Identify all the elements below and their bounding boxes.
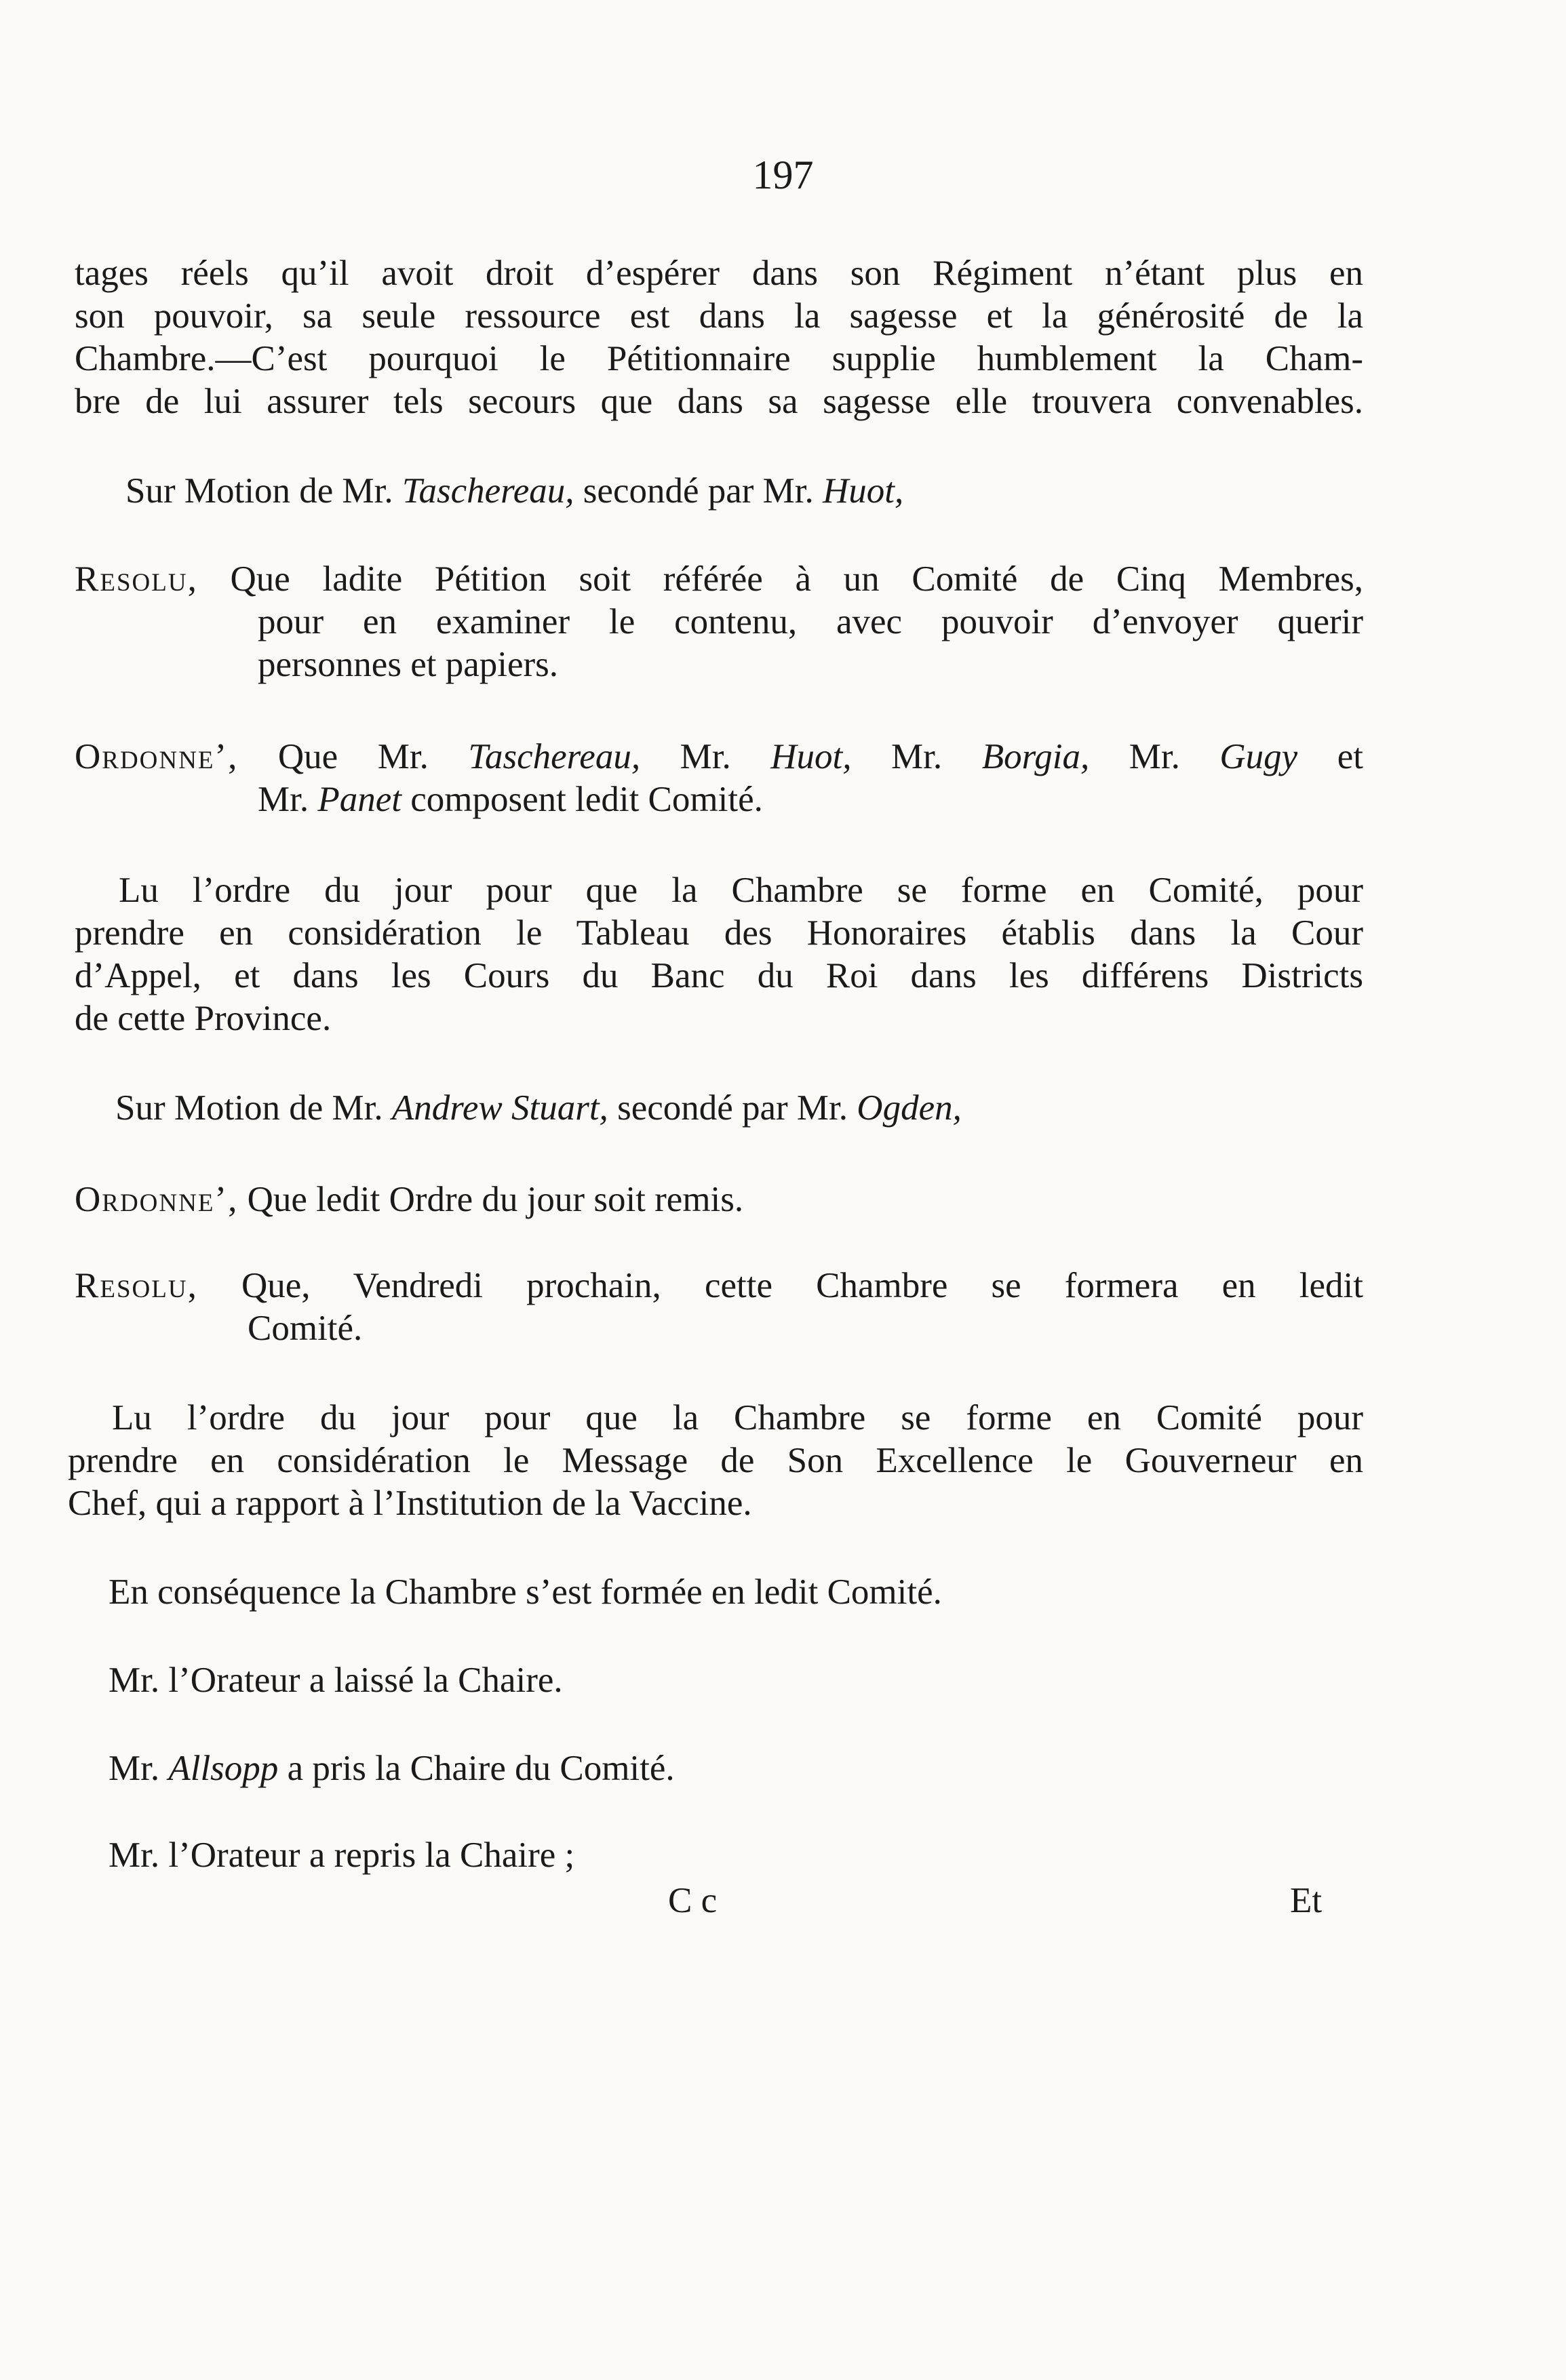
member-name: Taschereau, <box>402 471 574 511</box>
text-line <box>75 1265 1363 1307</box>
catchword: Et <box>1290 1881 1323 1920</box>
text-line: Comité. <box>248 1309 363 1348</box>
text-line: son pouvoir, sa seule ressource est dans la sagesse et la générosité de la <box>75 296 1363 336</box>
allsopp-chair: Mr. Allsopp a pris la Chaire du Comité. <box>109 1749 675 1788</box>
member-name: Allsopp <box>168 1749 279 1788</box>
member-name: Borgia, <box>981 737 1090 776</box>
resolu-friday <box>75 1265 1363 1350</box>
member-name: Gugy <box>1219 737 1298 776</box>
member-name: Taschereau, <box>468 737 641 776</box>
ordonne-postponed <box>75 1178 1363 1221</box>
motion-text: Sur Motion de Mr. <box>125 471 402 511</box>
signature-mark: C c <box>668 1881 718 1920</box>
text-line: Chambre.—C’est pourquoi le Pétitionnaire supplie humblement la Cham- <box>75 339 1363 378</box>
resolution-text: Que, Vendredi prochain, cette Chambre se formera en ledit <box>197 1266 1363 1305</box>
member-name: Huot, <box>823 471 904 511</box>
member-name: Ogden, <box>857 1088 962 1128</box>
resolu-label: Resolu, <box>75 1266 198 1305</box>
text-line: pour en examiner le contenu, avec pouvoir d’envoyer querir <box>258 602 1363 641</box>
speaker-left-chair: Mr. l’Orateur a laissé la Chaire. <box>109 1661 563 1700</box>
motion-stuart <box>115 1087 1404 1130</box>
resolution-text: Que ledit Ordre du jour soit remis. <box>238 1180 744 1219</box>
text-line: Lu l’ordre du jour pour que la Chambre se forme en Comité, pour <box>119 871 1363 910</box>
text-line: personnes et papiers. <box>258 645 558 684</box>
text-line: Lu l’ordre du jour pour que la Chambre se forme en Comité pour <box>112 1398 1363 1437</box>
resolution-text: Que ladite Pétition soit référée à un Comité de Cinq Membres, <box>197 559 1363 599</box>
ordonne-committee-members <box>75 736 1363 821</box>
text-line: d’Appel, et dans les Cours du Banc du Roi dans les différens Districts <box>75 956 1363 995</box>
motion-text: secondé par Mr. <box>608 1088 857 1128</box>
text-line: Mr. Panet composent ledit Comité. <box>258 780 763 819</box>
text-line: Chef, qui a rapport à l’Institution de la Vaccine. <box>68 1484 752 1523</box>
text-line: bre de lui assurer tels secours que dans sa sagesse elle trouvera convenables. <box>75 382 1363 421</box>
ordonne-label: Ordonne’, <box>75 737 239 776</box>
member-name: Panet <box>317 780 402 819</box>
ordonne-label: Ordonne’, <box>75 1180 239 1219</box>
order-of-day-fees <box>75 869 1363 1040</box>
speaker-resumed-chair: Mr. l’Orateur a repris la Chaire ; <box>109 1836 575 1875</box>
member-name: Huot, <box>770 737 852 776</box>
committee-formed: En conséquence la Chambre s’est formée en ledit Comité. <box>109 1572 942 1612</box>
petition-paragraph <box>75 252 1363 423</box>
resolu-label: Resolu, <box>75 559 198 599</box>
motion-taschereau <box>125 470 1414 513</box>
text-line: prendre en considération le Message de Son Excellence le Gouverneur en <box>68 1441 1363 1480</box>
text-line: tages réels qu’il avoit droit d’espérer dans son Régiment n’étant plus en <box>75 254 1363 293</box>
text-line: Ordonne’, Que Mr. Taschereau, Mr. Huot, Mr. Borgia, Mr. Gugy et <box>75 737 1364 776</box>
page-number: 197 <box>752 153 814 197</box>
text-line <box>75 558 1363 601</box>
motion-text: secondé par Mr. <box>574 471 823 511</box>
resolu-petition-referral <box>75 558 1363 686</box>
text-line: de cette Province. <box>75 999 332 1038</box>
member-name: Andrew Stuart, <box>391 1088 608 1128</box>
text-line: prendre en considération le Tableau des Honoraires établis dans la Cour <box>75 913 1363 953</box>
order-of-day-vaccine <box>68 1397 1363 1525</box>
motion-text: Sur Motion de Mr. <box>115 1088 392 1128</box>
